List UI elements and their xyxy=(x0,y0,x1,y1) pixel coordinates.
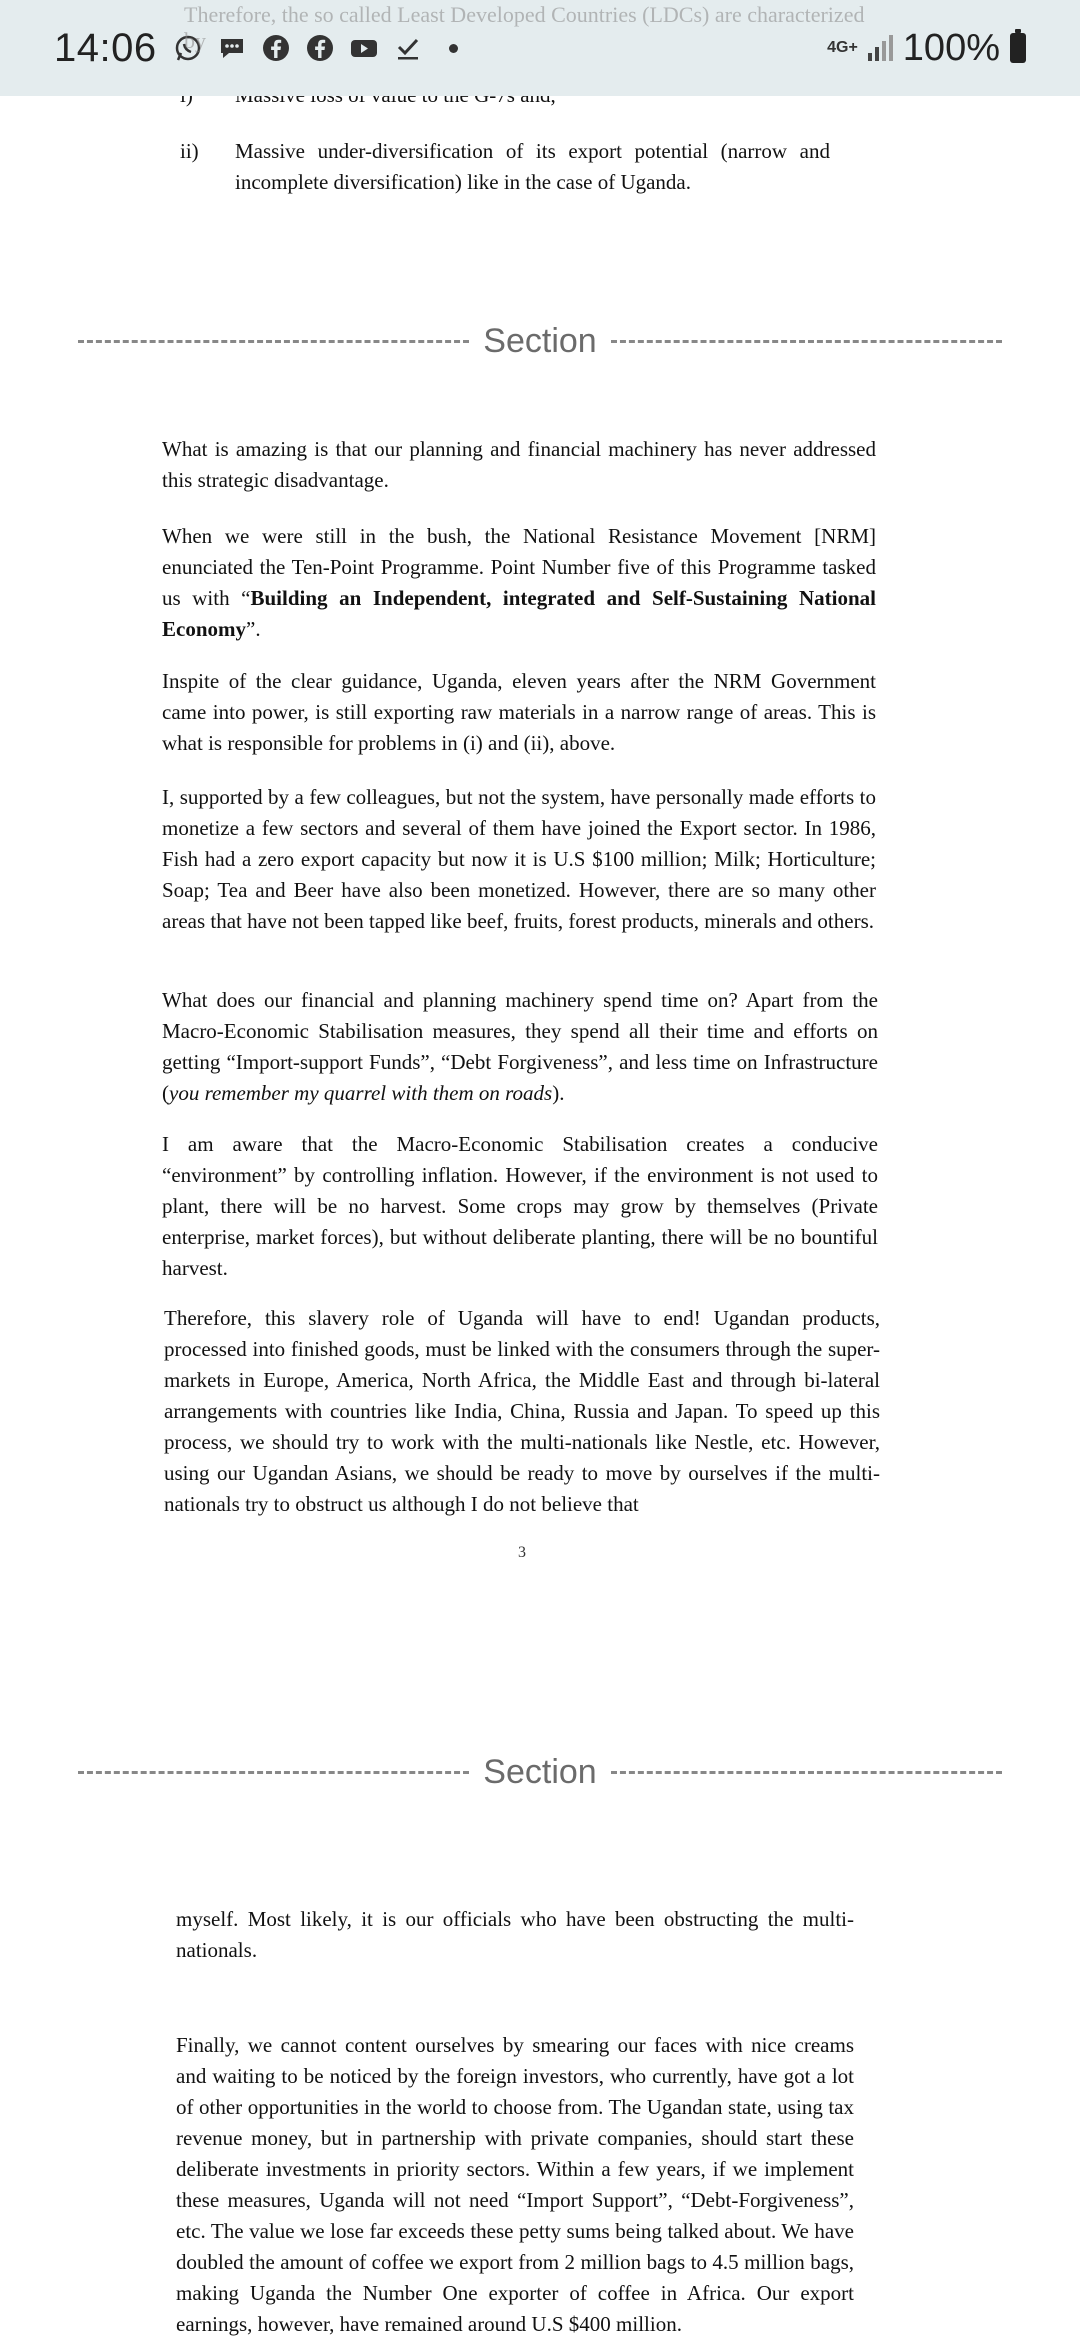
paragraph: myself. Most likely, it is our officials who have been obstructing the multi-nationals. xyxy=(176,1907,854,1962)
paragraph: What is amazing is that our planning and financial machinery has never addressed this strategic disadvantage. xyxy=(162,437,876,492)
page-number: 3 xyxy=(518,1544,526,1561)
bold-phrase: Building an Independent, integrated and Self-Sustaining National Economy xyxy=(162,586,877,641)
section-label: Section xyxy=(483,321,597,360)
notification-icons xyxy=(173,33,458,63)
list-number: ii) xyxy=(180,139,199,163)
battery-icon xyxy=(1010,33,1026,63)
whatsapp-icon xyxy=(173,33,203,63)
paragraph: I, supported by a few colleagues, but not the system, have personally made efforts to monetize a few sectors and several of them have joined the Export sector. In 1986, Fish had a zero export capacity but now it is U.S $100 million; Milk; Horticulture; Soap; Tea and Beer have also been monetized. However, there are so many other areas that have not been tapped like beef, fruits, forest products, minerals and others. xyxy=(162,785,876,933)
clock: 14:06 xyxy=(54,25,157,70)
paragraph: What does our financial and planning machinery spend time on? Apart from the Macro-Economic Stabilisation measures, they spend all their time and efforts on getting “Import-support Funds”, “Debt Forgiveness”, and less time on Infrastructure (you remember my quarrel with them on roads). xyxy=(162,988,878,1105)
scrolled-text-behind-status-bar: Therefore, the so called Least Developed Countries (LDCs) are characterized by xyxy=(184,2,865,53)
list-text: Massive under-diversification of its export potential (narrow and incomplete diversification) like in the case of Uganda. xyxy=(235,139,830,194)
download-check-icon xyxy=(393,33,423,63)
youtube-icon xyxy=(349,33,379,63)
paragraph: Therefore, this slavery role of Uganda will have to end! Ugandan products, processed into finished goods, must be linked with the consumers through the super-markets in Europe, America, North Africa, the Middle East and through bi-lateral arrangements with countries like India, China, Russia and Japan. To speed up this process, we should try to work with the multi-nationals like Nestle, etc. However, using our Ugandan Asians, we should be ready to move by ourselves if the multi-nationals try to obstruct us although I do not believe that xyxy=(164,1306,880,1516)
list-item xyxy=(180,136,830,198)
more-notifications-dot xyxy=(449,44,458,53)
paragraph: Finally, we cannot content ourselves by smearing our faces with nice creams and waiting to be noticed by the foreign investors, who currently, have got a lot of other opportunities in the world to choose from. The Ugandan state, using tax revenue money, but in partnership with private companies, should start these deliberate investments in priority sectors. Within a few years, if we implement these measures, Uganda will not need “Import Support”, “Debt-Forgiveness”, etc. The value we lose far exceeds these petty sums being talked about. We have doubled the amount of coffee we export from 2 million bags to 4.5 million bags, making Uganda the Number One exporter of coffee in Africa. Our export earnings, however, have remained around U.S $400 million. xyxy=(176,2033,854,2336)
paragraph: Inspite of the clear guidance, Uganda, eleven years after the NRM Government came into power, is still exporting raw materials in a narrow range of areas. This is what is responsible for problems in (i) and (ii), above. xyxy=(162,669,876,755)
paragraph: I am aware that the Macro-Economic Stabilisation creates a conducive “environment” by controlling inflation. However, if the environment is not used to plant, there will be no harvest. Some crops may grow by themselves (Private enterprise, market forces), but without deliberate planting, there will be no bountiful harvest. xyxy=(162,1132,878,1280)
section-separator xyxy=(78,316,1002,366)
status-bar xyxy=(0,0,1080,96)
section-label: Section xyxy=(483,1752,597,1791)
signal-icon xyxy=(868,35,893,61)
facebook-icon xyxy=(305,33,335,63)
chat-bubble-icon xyxy=(217,33,247,63)
battery-percentage: 100% xyxy=(902,26,1000,69)
network-type: 4G+ xyxy=(827,39,858,56)
facebook-icon xyxy=(261,33,291,63)
italic-phrase: you remember my quarrel with them on roads xyxy=(169,1081,553,1105)
section-separator xyxy=(78,1747,1002,1797)
paragraph: When we were still in the bush, the National Resistance Movement [NRM] enunciated the Ten-Point Programme. Point Number five of this Programme tasked us with “Building an Independent, integrated and Self-Sustaining National Economy”. xyxy=(162,524,877,641)
